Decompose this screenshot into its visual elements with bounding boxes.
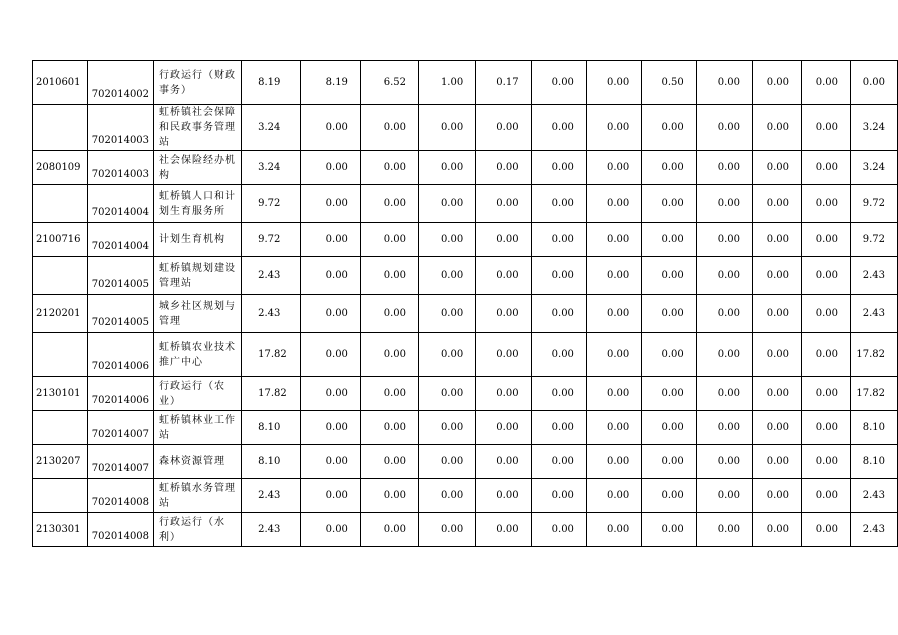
table-row [33, 185, 898, 223]
unit-code-cell: 702014008 [87, 513, 153, 547]
amount-cell: 0.00 [476, 105, 531, 151]
amount-cell: 0.00 [531, 61, 586, 105]
unit-code-cell: 702014004 [87, 185, 153, 223]
amount-cell: 0.00 [476, 257, 531, 295]
amount-cell: 0.00 [360, 445, 418, 479]
amount-cell: 3.24 [242, 151, 301, 185]
amount-cell: 0.00 [586, 185, 641, 223]
amount-cell: 3.24 [242, 105, 301, 151]
amount-cell: 2.43 [242, 257, 301, 295]
amount-cell: 0.00 [360, 105, 418, 151]
amount-cell: 0.00 [586, 223, 641, 257]
amount-cell: 0.00 [419, 223, 476, 257]
amount-cell: 0.00 [301, 479, 361, 513]
subject-code-cell [33, 185, 88, 223]
amount-cell: 0.00 [586, 411, 641, 445]
unit-code-cell: 702014006 [87, 377, 153, 411]
amount-cell: 0.00 [642, 295, 696, 333]
amount-cell: 0.00 [476, 445, 531, 479]
amount-cell: 0.00 [696, 333, 752, 377]
amount-cell: 2.43 [851, 513, 898, 547]
amount-cell: 0.00 [531, 513, 586, 547]
table-row [33, 377, 898, 411]
amount-cell: 8.10 [851, 445, 898, 479]
unit-code-cell: 702014007 [87, 445, 153, 479]
amount-cell: 0.00 [531, 257, 586, 295]
table-row [33, 333, 898, 377]
subject-code-cell [33, 479, 88, 513]
amount-cell: 0.00 [753, 223, 802, 257]
amount-cell: 0.00 [301, 151, 361, 185]
table-row [33, 479, 898, 513]
amount-cell: 3.24 [851, 105, 898, 151]
subject-code-cell: 2130301 [33, 513, 88, 547]
amount-cell: 0.00 [642, 377, 696, 411]
item-name-cell: 虹桥镇林业工作站 [154, 411, 242, 445]
amount-cell: 0.00 [476, 295, 531, 333]
unit-code-cell: 702014002 [87, 61, 153, 105]
amount-cell: 0.00 [360, 257, 418, 295]
amount-cell: 0.00 [696, 377, 752, 411]
amount-cell: 9.72 [242, 185, 301, 223]
amount-cell: 0.00 [360, 411, 418, 445]
subject-code-cell: 2080109 [33, 151, 88, 185]
amount-cell: 0.00 [753, 295, 802, 333]
amount-cell: 0.00 [696, 185, 752, 223]
amount-cell: 0.00 [696, 105, 752, 151]
amount-cell: 0.00 [802, 411, 851, 445]
amount-cell: 3.24 [851, 151, 898, 185]
amount-cell: 17.82 [851, 333, 898, 377]
amount-cell: 0.00 [802, 513, 851, 547]
amount-cell: 0.00 [419, 295, 476, 333]
amount-cell: 0.00 [531, 479, 586, 513]
table-row [33, 223, 898, 257]
table-row [33, 411, 898, 445]
amount-cell: 0.00 [753, 377, 802, 411]
amount-cell: 0.00 [531, 105, 586, 151]
amount-cell: 0.00 [696, 295, 752, 333]
amount-cell: 0.00 [802, 151, 851, 185]
amount-cell: 0.00 [586, 295, 641, 333]
amount-cell: 0.00 [696, 479, 752, 513]
amount-cell: 0.00 [531, 185, 586, 223]
amount-cell: 0.00 [802, 223, 851, 257]
item-name-cell: 虹桥镇社会保障和民政事务管理站 [154, 105, 242, 151]
amount-cell: 0.00 [642, 411, 696, 445]
amount-cell: 0.00 [802, 295, 851, 333]
amount-cell: 0.00 [802, 445, 851, 479]
amount-cell: 8.10 [851, 411, 898, 445]
amount-cell: 0.17 [476, 61, 531, 105]
amount-cell: 9.72 [242, 223, 301, 257]
amount-cell: 0.00 [419, 479, 476, 513]
amount-cell: 0.00 [301, 105, 361, 151]
amount-cell: 0.00 [753, 479, 802, 513]
amount-cell: 0.00 [476, 513, 531, 547]
amount-cell: 0.00 [476, 223, 531, 257]
table-row [33, 445, 898, 479]
amount-cell: 0.00 [642, 223, 696, 257]
amount-cell: 2.43 [242, 513, 301, 547]
amount-cell: 0.00 [360, 513, 418, 547]
amount-cell: 0.00 [802, 377, 851, 411]
amount-cell: 0.00 [753, 411, 802, 445]
amount-cell: 0.00 [642, 151, 696, 185]
amount-cell: 0.00 [642, 105, 696, 151]
amount-cell: 0.00 [476, 333, 531, 377]
amount-cell: 0.00 [531, 411, 586, 445]
amount-cell: 0.00 [301, 257, 361, 295]
amount-cell: 9.72 [851, 185, 898, 223]
amount-cell: 0.00 [753, 333, 802, 377]
subject-code-cell [33, 411, 88, 445]
amount-cell: 0.00 [301, 513, 361, 547]
amount-cell: 0.00 [586, 151, 641, 185]
unit-code-cell: 702014003 [87, 105, 153, 151]
amount-cell: 0.00 [476, 479, 531, 513]
unit-code-cell: 702014003 [87, 151, 153, 185]
amount-cell: 0.00 [531, 295, 586, 333]
amount-cell: 0.00 [696, 223, 752, 257]
item-name-cell: 行政运行（水利） [154, 513, 242, 547]
amount-cell: 0.00 [476, 185, 531, 223]
subject-code-cell [33, 333, 88, 377]
amount-cell: 0.00 [301, 185, 361, 223]
unit-code-cell: 702014007 [87, 411, 153, 445]
item-name-cell: 森林资源管理 [154, 445, 242, 479]
amount-cell: 0.00 [419, 377, 476, 411]
amount-cell: 17.82 [242, 377, 301, 411]
amount-cell: 8.19 [301, 61, 361, 105]
amount-cell: 2.43 [242, 295, 301, 333]
amount-cell: 2.43 [851, 257, 898, 295]
amount-cell: 0.00 [586, 513, 641, 547]
amount-cell: 2.43 [242, 479, 301, 513]
amount-cell: 8.10 [242, 445, 301, 479]
amount-cell: 0.00 [531, 151, 586, 185]
table-row [33, 151, 898, 185]
item-name-cell: 行政运行（财政事务） [154, 61, 242, 105]
amount-cell: 8.19 [242, 61, 301, 105]
amount-cell: 8.10 [242, 411, 301, 445]
amount-cell: 0.00 [301, 411, 361, 445]
amount-cell: 0.00 [586, 105, 641, 151]
amount-cell: 0.00 [360, 295, 418, 333]
amount-cell: 0.00 [531, 223, 586, 257]
amount-cell: 0.00 [642, 479, 696, 513]
subject-code-cell: 2100716 [33, 223, 88, 257]
budget-table [32, 60, 898, 547]
amount-cell: 17.82 [242, 333, 301, 377]
table-row [33, 257, 898, 295]
amount-cell: 0.00 [696, 513, 752, 547]
amount-cell: 0.00 [531, 333, 586, 377]
amount-cell: 0.00 [696, 445, 752, 479]
subject-code-cell: 2130101 [33, 377, 88, 411]
amount-cell: 0.00 [753, 151, 802, 185]
amount-cell: 0.00 [586, 257, 641, 295]
amount-cell: 0.00 [419, 333, 476, 377]
subject-code-cell: 2130207 [33, 445, 88, 479]
table-row [33, 105, 898, 151]
amount-cell: 0.00 [642, 333, 696, 377]
subject-code-cell [33, 105, 88, 151]
amount-cell: 0.00 [360, 151, 418, 185]
amount-cell: 0.00 [696, 411, 752, 445]
item-name-cell: 社会保险经办机构 [154, 151, 242, 185]
amount-cell: 1.00 [419, 61, 476, 105]
subject-code-cell [33, 257, 88, 295]
amount-cell: 0.00 [696, 61, 752, 105]
amount-cell: 0.00 [696, 257, 752, 295]
amount-cell: 0.00 [360, 185, 418, 223]
amount-cell: 0.00 [753, 61, 802, 105]
item-name-cell: 计划生育机构 [154, 223, 242, 257]
amount-cell: 0.00 [802, 185, 851, 223]
amount-cell: 0.00 [753, 105, 802, 151]
amount-cell: 0.00 [301, 223, 361, 257]
amount-cell: 0.00 [301, 295, 361, 333]
unit-code-cell: 702014005 [87, 257, 153, 295]
amount-cell: 0.00 [360, 223, 418, 257]
amount-cell: 9.72 [851, 223, 898, 257]
amount-cell: 0.00 [476, 411, 531, 445]
item-name-cell: 虹桥镇农业技术推广中心 [154, 333, 242, 377]
table-row [33, 295, 898, 333]
amount-cell: 0.00 [419, 411, 476, 445]
amount-cell: 0.00 [802, 479, 851, 513]
subject-code-cell: 2120201 [33, 295, 88, 333]
amount-cell: 0.00 [586, 61, 641, 105]
amount-cell: 0.00 [753, 513, 802, 547]
amount-cell: 0.00 [360, 377, 418, 411]
unit-code-cell: 702014008 [87, 479, 153, 513]
unit-code-cell: 702014006 [87, 333, 153, 377]
amount-cell: 0.00 [642, 445, 696, 479]
subject-code-cell: 2010601 [33, 61, 88, 105]
amount-cell: 0.00 [301, 333, 361, 377]
unit-code-cell: 702014005 [87, 295, 153, 333]
item-name-cell: 虹桥镇水务管理站 [154, 479, 242, 513]
amount-cell: 0.00 [419, 513, 476, 547]
amount-cell: 0.00 [419, 105, 476, 151]
amount-cell: 0.00 [531, 445, 586, 479]
amount-cell: 0.00 [476, 377, 531, 411]
table-row [33, 513, 898, 547]
amount-cell: 0.00 [586, 333, 641, 377]
item-name-cell: 虹桥镇规划建设管理站 [154, 257, 242, 295]
amount-cell: 0.00 [531, 377, 586, 411]
amount-cell: 0.00 [753, 257, 802, 295]
table-row [33, 61, 898, 105]
amount-cell: 0.00 [360, 333, 418, 377]
amount-cell: 0.00 [301, 445, 361, 479]
amount-cell: 0.00 [802, 105, 851, 151]
amount-cell: 0.50 [642, 61, 696, 105]
amount-cell: 6.52 [360, 61, 418, 105]
item-name-cell: 城乡社区规划与管理 [154, 295, 242, 333]
amount-cell: 0.00 [586, 377, 641, 411]
amount-cell: 0.00 [586, 445, 641, 479]
amount-cell: 0.00 [802, 333, 851, 377]
amount-cell: 0.00 [696, 151, 752, 185]
amount-cell: 0.00 [419, 185, 476, 223]
amount-cell: 2.43 [851, 479, 898, 513]
unit-code-cell: 702014004 [87, 223, 153, 257]
amount-cell: 0.00 [419, 445, 476, 479]
amount-cell: 0.00 [642, 185, 696, 223]
item-name-cell: 虹桥镇人口和计划生育服务所 [154, 185, 242, 223]
amount-cell: 0.00 [301, 377, 361, 411]
amount-cell: 2.43 [851, 295, 898, 333]
amount-cell: 0.00 [419, 257, 476, 295]
amount-cell: 0.00 [586, 479, 641, 513]
amount-cell: 0.00 [851, 61, 898, 105]
amount-cell: 0.00 [642, 257, 696, 295]
amount-cell: 0.00 [642, 513, 696, 547]
amount-cell: 0.00 [802, 257, 851, 295]
amount-cell: 0.00 [753, 445, 802, 479]
item-name-cell: 行政运行（农业） [154, 377, 242, 411]
amount-cell: 0.00 [802, 61, 851, 105]
amount-cell: 0.00 [476, 151, 531, 185]
amount-cell: 0.00 [753, 185, 802, 223]
amount-cell: 0.00 [419, 151, 476, 185]
amount-cell: 0.00 [360, 479, 418, 513]
amount-cell: 17.82 [851, 377, 898, 411]
